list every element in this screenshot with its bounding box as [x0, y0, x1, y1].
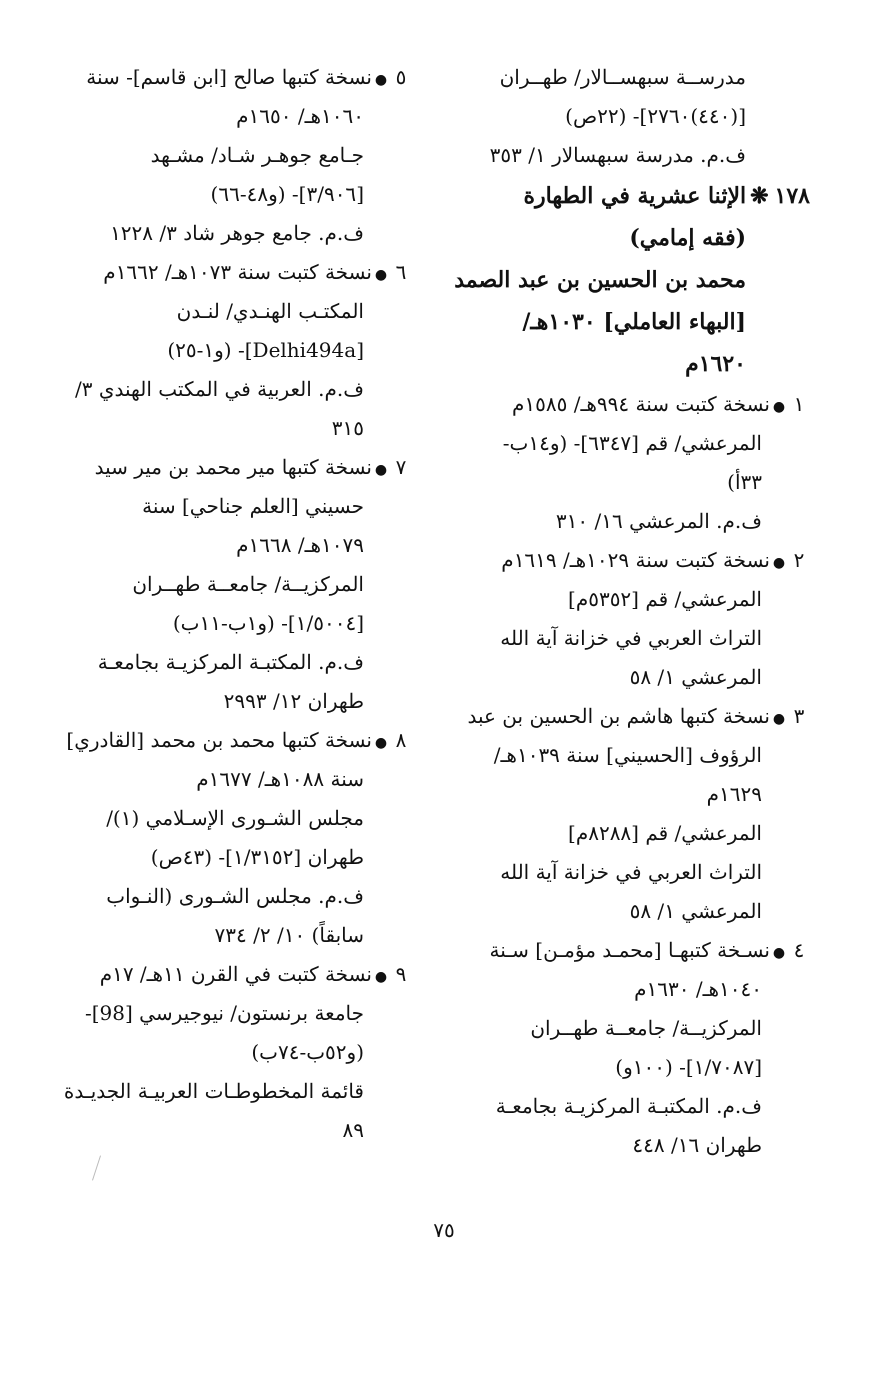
- author-line: ١٦٢٠م: [685, 351, 746, 377]
- copy-item: [52, 253, 412, 292]
- item-number: ٧: [395, 455, 407, 479]
- item-number: ٦: [395, 260, 407, 284]
- text-line: المركزيــة/ جامعــة طهــران: [132, 572, 364, 596]
- bullet-icon: ●: [374, 969, 388, 985]
- text-line: ف.م. المرعشي ١٦/ ٣١٠: [555, 509, 762, 533]
- text-line: ف.م. مجلس الشـورى (النـواب: [106, 884, 364, 908]
- text-line: ١٦٢٩م: [706, 782, 762, 806]
- text-line: الرؤوف [الحسيني] سنة ١٠٣٩هـ/: [493, 743, 762, 767]
- text-line: طهران ١٢/ ٢٩٩٣: [223, 689, 364, 713]
- text-line: سابقاً) ١٠/ ٢/ ٧٣٤: [214, 923, 364, 947]
- asterisk-mark-icon: ❋: [750, 183, 769, 209]
- text-line: [(٤٤٠)٢٧٦٠]- (٢٢ص): [565, 104, 746, 128]
- bullet-icon: ●: [374, 72, 388, 88]
- copy-item: [440, 541, 810, 580]
- author-line: محمد بن الحسين بن عبد الصمد: [454, 267, 746, 293]
- item-text: نسخة كتبت سنة ١٠٧٣هـ/ ١٦٦٢م: [103, 260, 372, 284]
- item-text: نسخة كتبها مير محمد بن مير سيد: [94, 455, 372, 479]
- item-text: نسخة كتبها صالح [ابن قاسم]- سنة: [86, 65, 372, 89]
- text-line: التراث العربي في خزانة آية الله: [500, 626, 762, 650]
- text-line: المرعشي/ قم [٦٣٤٧]- (و١٤ب-: [502, 431, 762, 455]
- item-text: نسخة كتبها محمد بن محمد [القادري]: [66, 728, 372, 752]
- text-line: ف.م. المكتبـة المركزيـة بجامعـة: [97, 650, 364, 674]
- entry-number: ١٧٨: [774, 183, 810, 209]
- copy-item: [52, 58, 412, 97]
- bullet-icon: ●: [374, 735, 388, 751]
- text-line: ٨٩: [342, 1118, 364, 1142]
- text-line: طهران ١٦/ ٤٤٨: [632, 1133, 762, 1157]
- text-line: [١/٥٠٠٤]- (و١ب-١١ب): [172, 611, 364, 635]
- text-line: طهران [١/٣١٥٢]- (٤٣ص): [150, 845, 364, 869]
- text-line: المرعشي ١/ ٥٨: [629, 899, 762, 923]
- text-line: المكتـب الهنـدي/ لنـدن: [176, 299, 364, 323]
- bullet-icon: ●: [772, 945, 786, 961]
- item-number: ١: [793, 392, 805, 416]
- text-line: ف.م. مدرسة سبهسالار ١/ ٣٥٣: [489, 143, 746, 167]
- text-line: حسيني [العلم جناحي] سنة: [142, 494, 364, 518]
- item-number: ٢: [793, 548, 805, 572]
- entry-title: الإثنا عشرية في الطهارة: [523, 183, 747, 209]
- item-text: نسخة كتبها هاشم بن الحسين بن عبد: [467, 704, 770, 728]
- item-number: ٥: [395, 65, 407, 89]
- entry-subject: (فقه إمامي): [629, 225, 746, 251]
- copy-item: [440, 931, 810, 970]
- text-line: ١٠٧٩هـ/ ١٦٦٨م: [236, 533, 364, 557]
- copy-item: [52, 721, 412, 760]
- item-number: ٤: [793, 938, 805, 962]
- author-line: [البهاء العاملي] ١٠٣٠هـ/: [522, 309, 746, 335]
- bullet-icon: ●: [374, 267, 388, 283]
- entry-heading: [440, 175, 810, 217]
- text-line: ٣٣أ): [727, 470, 762, 494]
- text-line: ف.م. جامع جوهر شاد ٣/ ١٢٢٨: [110, 221, 364, 245]
- copy-item: [440, 697, 810, 736]
- text-line: المرعشي ١/ ٥٨: [629, 665, 762, 689]
- text-line: قائمة المخطوطـات العربيـة الجديـدة: [63, 1079, 364, 1103]
- text-line: مدرســة سبهســالار/ طهــران: [499, 65, 746, 89]
- bullet-icon: ●: [772, 711, 786, 727]
- right-column: [440, 58, 810, 1165]
- text-line: ١٠٦٠هـ/ ١٦٥٠م: [236, 104, 364, 128]
- text-line: المركزيــة/ جامعــة طهــران: [530, 1016, 762, 1040]
- text-line: [٣/٩٠٦]- (و٤٨-٦٦): [210, 182, 364, 206]
- bullet-icon: ●: [772, 399, 786, 415]
- item-number: ٩: [395, 962, 407, 986]
- text-line: [Delhi494a]- (و١-٢٥): [167, 338, 364, 362]
- text-line: (و٥٢ب-٧٤ب): [251, 1040, 364, 1064]
- pen-mark: [92, 1155, 101, 1180]
- text-line: سنة ١٠٨٨هـ/ ١٦٧٧م: [196, 767, 364, 791]
- item-text: نسـخة كتبهـا [محمـد مؤمـن] سـنة: [489, 938, 770, 962]
- text-line: ف.م. العربية في المكتب الهندي ٣/: [75, 377, 364, 401]
- text-line: مجلس الشـورى الإسـلامي (١)/: [106, 806, 364, 830]
- copy-item: [52, 955, 412, 994]
- text-line: ف.م. المكتبـة المركزيـة بجامعـة: [495, 1094, 762, 1118]
- copy-item: [52, 448, 412, 487]
- text-line: ١٠٤٠هـ/ ١٦٣٠م: [634, 977, 762, 1001]
- item-number: ٨: [395, 728, 407, 752]
- text-line: التراث العربي في خزانة آية الله: [500, 860, 762, 884]
- item-text: نسخة كتبت سنة ٩٩٤هـ/ ١٥٨٥م: [512, 392, 770, 416]
- text-line: جامعة برنستون/ نيوجيرسي [98]-: [84, 1001, 364, 1025]
- bullet-icon: ●: [374, 462, 388, 478]
- left-column: [52, 58, 412, 1150]
- copy-item: [440, 385, 810, 424]
- text-line: [١/٧٠٨٧]- (١٠٠و): [615, 1055, 762, 1079]
- text-line: ٣١٥: [331, 416, 364, 440]
- text-line: جـامع جوهـر شـاد/ مشـهد: [150, 143, 364, 167]
- text-line: المرعشي/ قم [٥٣٥٢م]: [568, 587, 762, 611]
- text-line: المرعشي/ قم [٨٢٨٨م]: [568, 821, 762, 845]
- item-text: نسخة كتبت سنة ١٠٢٩هـ/ ١٦١٩م: [501, 548, 770, 572]
- bullet-icon: ●: [772, 555, 786, 571]
- item-number: ٣: [793, 704, 805, 728]
- item-text: نسخة كتبت في القرن ١١هـ/ ١٧م: [99, 962, 372, 986]
- page-number: ٧٥: [433, 1218, 455, 1242]
